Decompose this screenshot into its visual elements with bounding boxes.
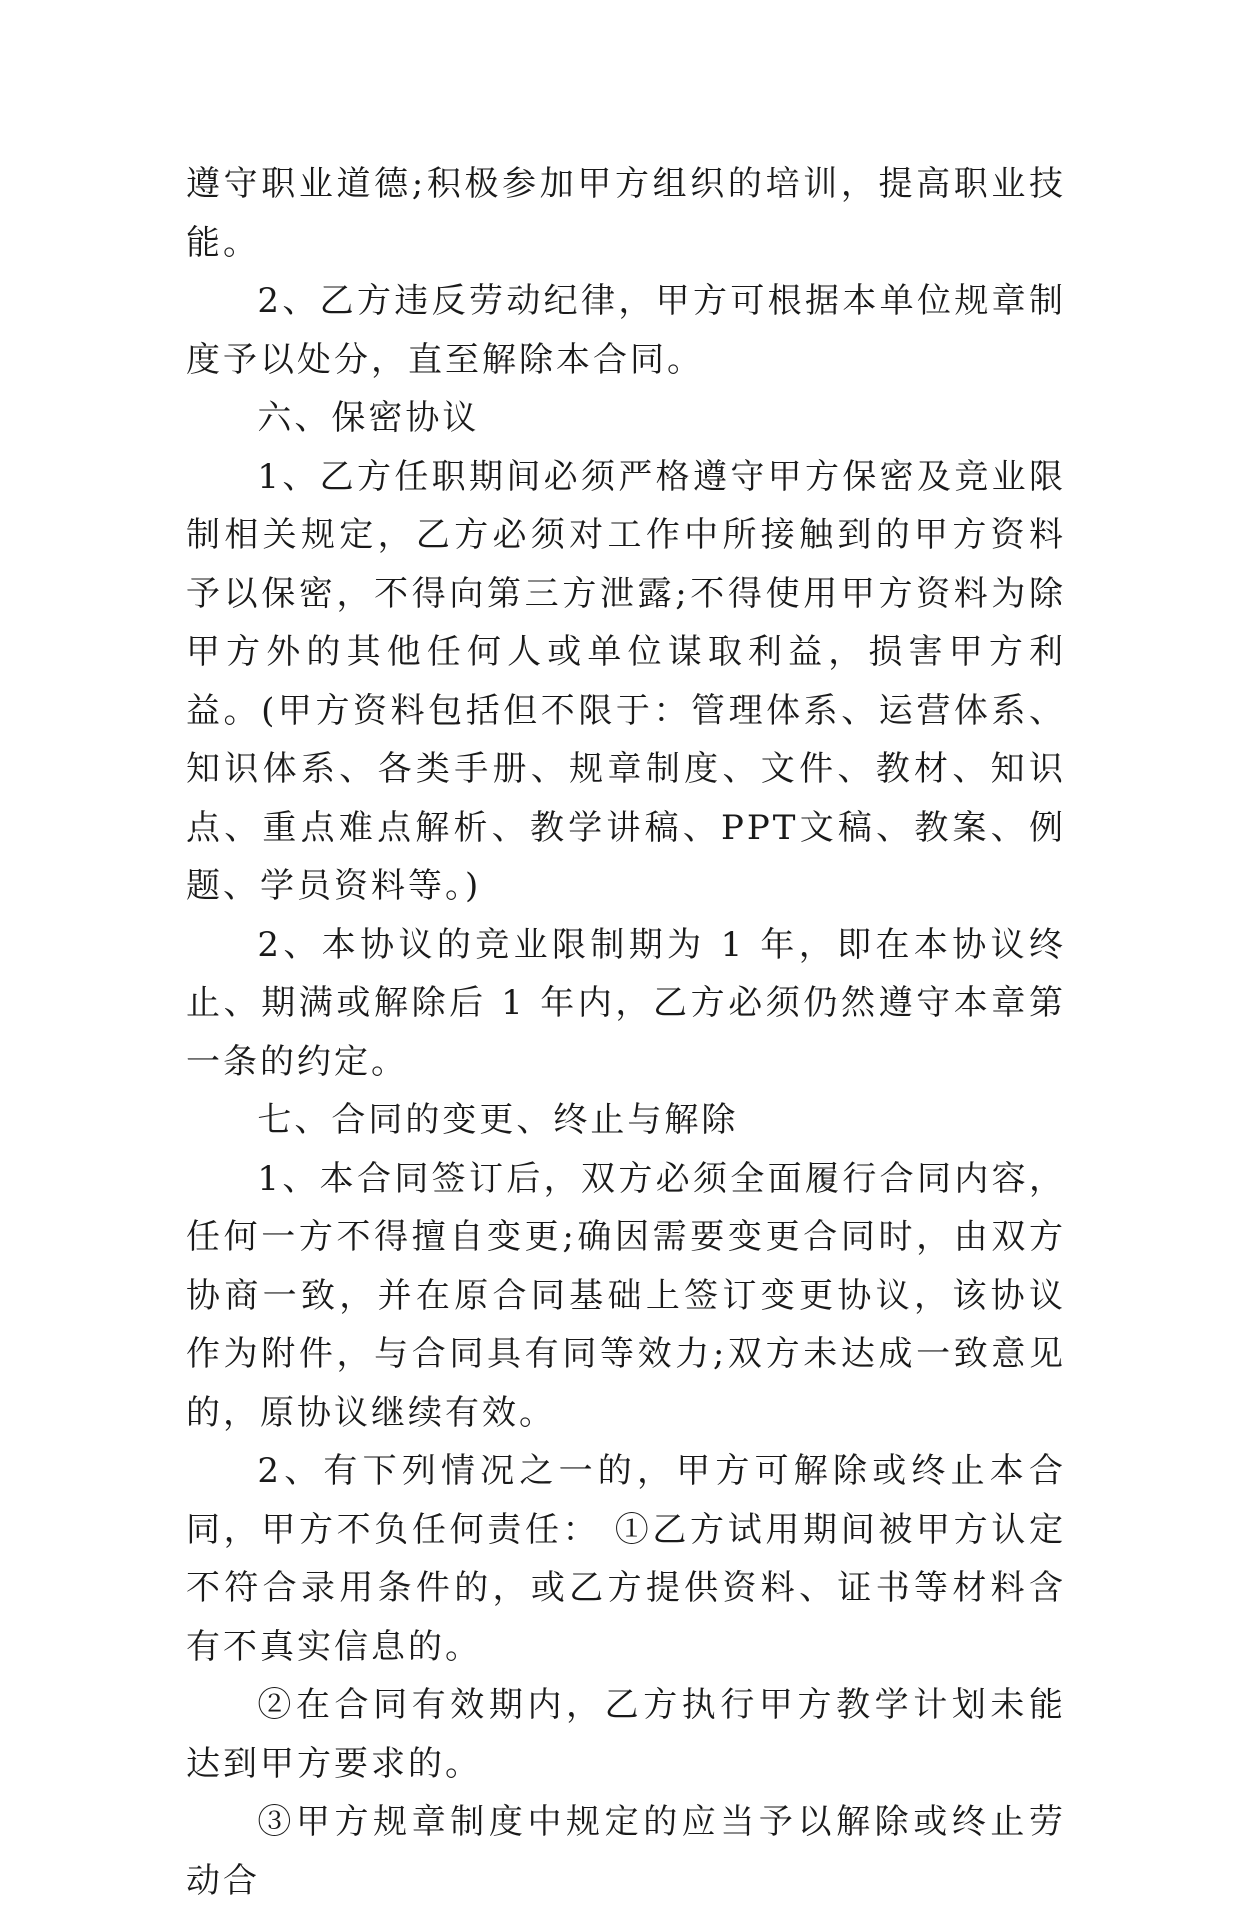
document-body — [186, 155, 1066, 1910]
paragraph-professional-ethics: 遵守职业道德;积极参加甲方组织的培训，提高职业技能。 — [186, 164, 1066, 263]
paragraph-labor-discipline: 2、乙方违反劳动纪律，甲方可根据本单位规章制度予以处分，直至解除本合同。 — [186, 281, 1066, 380]
paragraph-confidentiality-clause-2: 2、本协议的竞业限制期为 1 年，即在本协议终止、期满或解除后 1 年内，乙方必须仍然遵守本章第一条的约定。 — [186, 924, 1066, 1082]
section-heading-confidentiality: 六、保密协议 — [257, 398, 480, 438]
paragraph-contract-item-2: ②在合同有效期内，乙方执行甲方教学计划未能达到甲方要求的。 — [186, 1685, 1066, 1784]
paragraph-contract-item-3: ③甲方规章制度中规定的应当予以解除或终止劳动合 — [186, 1802, 1066, 1901]
paragraph-confidentiality-clause-1: 1、乙方任职期间必须严格遵守甲方保密及竞业限制相关规定，乙方必须对工作中所接触到的甲方资料予以保密，不得向第三方泄露;不得使用甲方资料为除甲方外的其他任何人或单位谋取利益，损害甲方利益。(甲方资料包括但不限于：管理体系、运营体系、知识体系、各类手册、规章制度、文件、教材、知识点、重点难点解析、教学讲稿、PPT文稿、教案、例题、学员资料等。) — [186, 456, 1066, 906]
paragraph-contract-clause-1: 1、本合同签订后，双方必须全面履行合同内容，任何一方不得擅自变更;确因需要变更合同时，由双方协商一致，并在原合同基础上签订变更协议，该协议作为附件，与合同具有同等效力;双方未达成一致意见的，原协议继续有效。 — [186, 1158, 1066, 1433]
paragraph-contract-clause-2: 2、有下列情况之一的，甲方可解除或终止本合同，甲方不负任何责任： ①乙方试用期间被甲方认定不符合录用条件的，或乙方提供资料、证书等材料含有不真实信息的。 — [186, 1451, 1066, 1667]
section-heading-contract-changes: 七、合同的变更、终止与解除 — [257, 1100, 739, 1140]
